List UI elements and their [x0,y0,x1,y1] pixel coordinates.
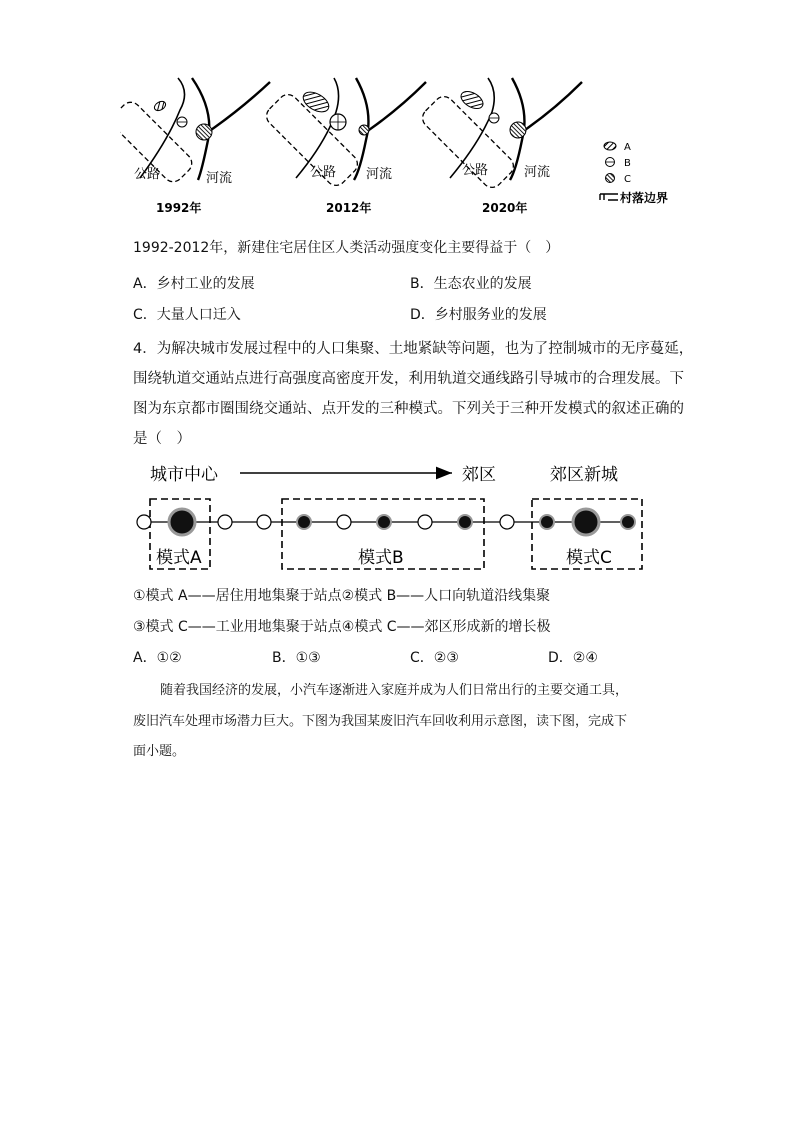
q4-stem-line-4: 是（ ） [133,431,191,447]
river-label-1992: 河流 [206,171,233,186]
road-line [140,78,185,178]
suburb-label: 郊区 [462,465,496,485]
city-center-label: 城市中心 [150,465,218,485]
passage-line-2: 废旧汽车处理市场潜力巨大。下图为我国某废旧汽车回收利用示意图，读下图，完成下 [133,714,628,729]
village-change-figure [120,70,700,220]
legend-b-label: B [624,158,631,169]
q4-statements-line-1: ①模式 A——居住用地集聚于站点②模式 B——人口向轨道沿线集聚 [133,588,551,604]
map-legend [600,142,668,205]
river-label-2020: 河流 [524,165,551,180]
legend-a-label: A [624,142,631,153]
station-plain [337,515,351,529]
legend-c-icon [606,174,615,183]
new-town-label: 郊区新城 [550,465,618,485]
year-label-2012: 2012年 [326,201,372,215]
legend-boundary-label: 村落边界 [620,191,669,205]
q4-option-c: C．②③ [410,650,459,666]
station-minor [540,515,554,529]
q4-stem-line-2: 围绕轨道交通站点进行高强度高密度开发，利用轨道交通线路引导城市的合理发展。下 [133,371,684,387]
legend-boundary-icon [600,194,618,200]
station-major [169,509,195,535]
passage-line-1: 随着我国经济的发展，小汽车逐渐进入家庭并成为人们日常出行的主要交通工具， [160,683,629,698]
q4-stem-line-1: 4．为解决城市发展过程中的人口集聚、土地紧缺等问题，也为了控制城市的无序蔓延， [133,341,694,357]
q3-option-b: B．生态农业的发展 [410,276,532,292]
transit-mode-diagram [130,456,660,576]
q4-statements-line-2: ③模式 C——工业用地集聚于站点④模式 C——郊区形成新的增长极 [133,619,551,635]
q3-stem: 1992-2012年，新建住宅居住区人类活动强度变化主要得益于（ ） [133,240,560,256]
mode-b-label: 模式B [358,548,404,568]
q4-option-a: A．①② [133,650,182,666]
station-minor [621,515,635,529]
station-plain [500,515,514,529]
area-c [196,124,212,140]
year-label-1992: 1992年 [156,201,202,215]
legend-a-icon [604,142,616,150]
q4-option-b: B．①③ [272,650,321,666]
station-plain [137,515,151,529]
legend-c-label: C [624,174,631,185]
q3-option-c: C．大量人口迁入 [133,307,241,323]
road-label-2020: 公路 [462,163,489,178]
q4-option-d: D．②④ [548,650,598,666]
station-major [573,509,599,535]
station-minor [458,515,472,529]
area-a [153,100,167,113]
station-plain [218,515,232,529]
map-panel-2012 [263,78,426,189]
road-label-1992: 公路 [134,167,161,182]
station-plain [418,515,432,529]
map-panel-2020 [419,78,582,191]
q3-option-d: D．乡村服务业的发展 [410,307,547,323]
river-label-2012: 河流 [366,167,393,182]
mode-a-label: 模式A [156,548,202,568]
q4-stem-line-3: 图为东京都市圈围绕交通站、点开发的三种模式。下列关于三种开发模式的叙述正确的 [133,401,684,417]
year-label-2020: 2020年 [482,201,528,215]
station-minor [377,515,391,529]
station-plain [257,515,271,529]
mode-c-label: 模式C [566,548,612,568]
q3-option-a: A．乡村工业的发展 [133,276,255,292]
station-minor [297,515,311,529]
passage-line-3: 面小题。 [133,744,186,759]
road-label-2012: 公路 [310,165,337,180]
